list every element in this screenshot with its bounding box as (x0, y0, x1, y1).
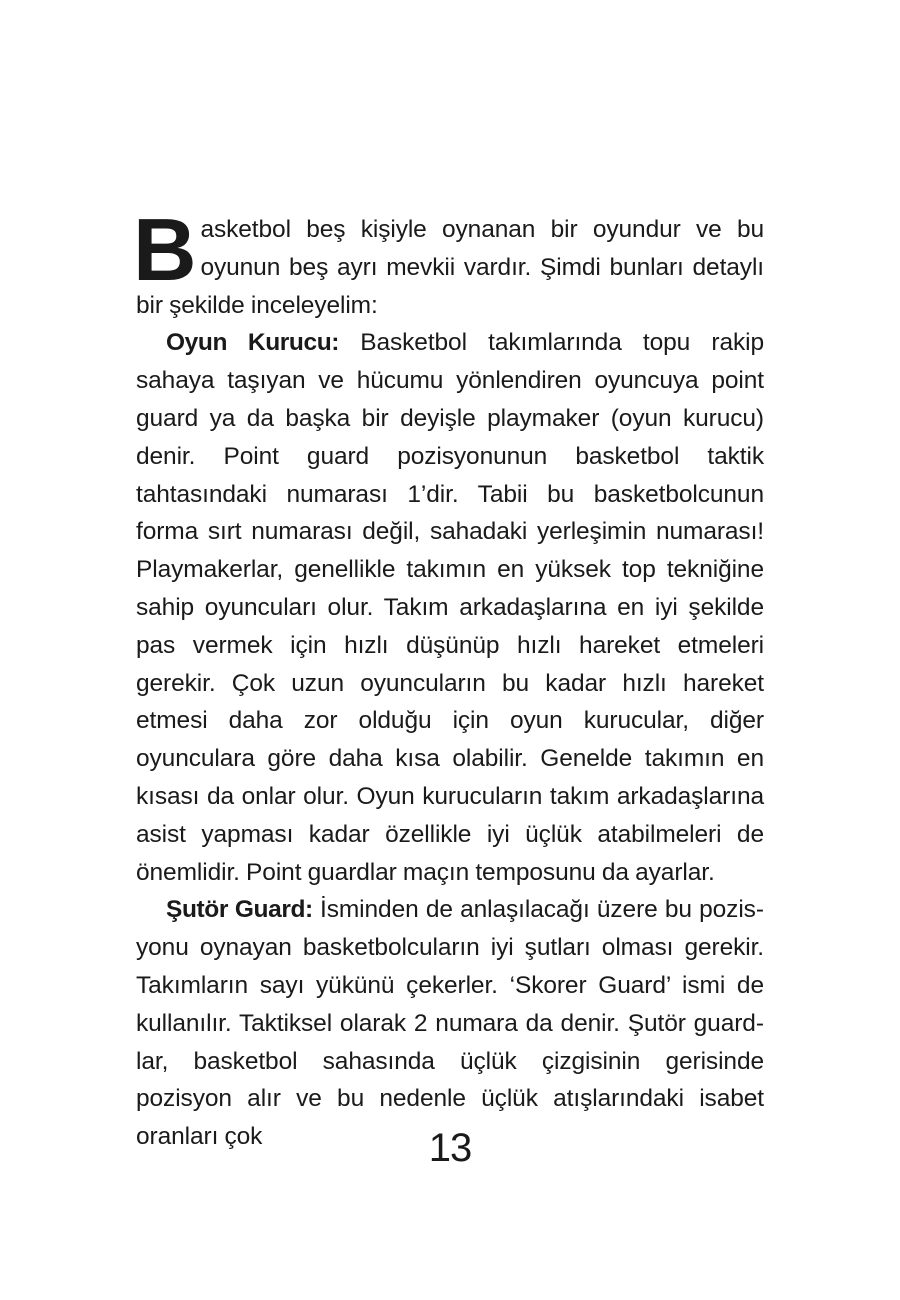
section-text: İsminden de anlaşılacağı üzere bu pozisyonu oynayan basketbolcuların iyi şutları olması gerekir. Takımların sayı yükünü çekerler. ‘Skorer Guard’ ismi de kullanılır. Taktiksel olarak 2 numara da denir. Şutör guardlar, basketbol sahasında üçlük çizgisinin gerisinde pozisyon alır ve bu nedenle üçlük atışlarındaki isabet oranları çok (136, 896, 765, 1151)
intro-text: asketbol beş kişiyle oynanan bir oyundur ve bu oyunun beş ayrı mevkii vardır. Şimdi bunları detaylı bir şekilde inceleyelim: (136, 216, 764, 319)
section-text: Basketbol takımlarında topu rakip sahaya taşıyan ve hücumu yönlendiren oyuncuya point guard ya da başka bir deyişle playmaker (oyun kurucu) denir. Point guard pozisyonunun basketbol taktik tahtasındaki numarası 1’dir. Tabii bu basketbolcunun forma sırt numarası değil, sahadaki yerleşimin numarası! Playmakerlar, genellikle takımın en yüksek top tekniğine sahip oyuncuları olur. Takım arkadaşlarına en iyi şekilde pas vermek için hızlı düşünüp hızlı hareket etmeleri gerekir. Çok uzun oyuncuların bu kadar hızlı hareket etmesi daha zor olduğu için oyun kurucular, diğer oyunculara göre daha kısa olabilir. Genelde takımın en kısası da onlar olur. Oyun kurucuların takım arkadaşlarına asist yapması kadar özellikle iyi üçlük atabilmeleri de önemlidir. Point guardlar maçın temposunu da ayarlar. (136, 329, 765, 886)
section-heading: Oyun Kurucu: (166, 329, 340, 357)
page-number: 13 (428, 1126, 472, 1170)
section-heading: Şutör Guard: (166, 896, 313, 924)
intro-paragraph (133, 200, 764, 324)
section-paragraph (136, 324, 764, 891)
drop-cap: B (133, 200, 197, 299)
body-text (133, 200, 765, 1156)
section-paragraph (136, 891, 764, 1156)
